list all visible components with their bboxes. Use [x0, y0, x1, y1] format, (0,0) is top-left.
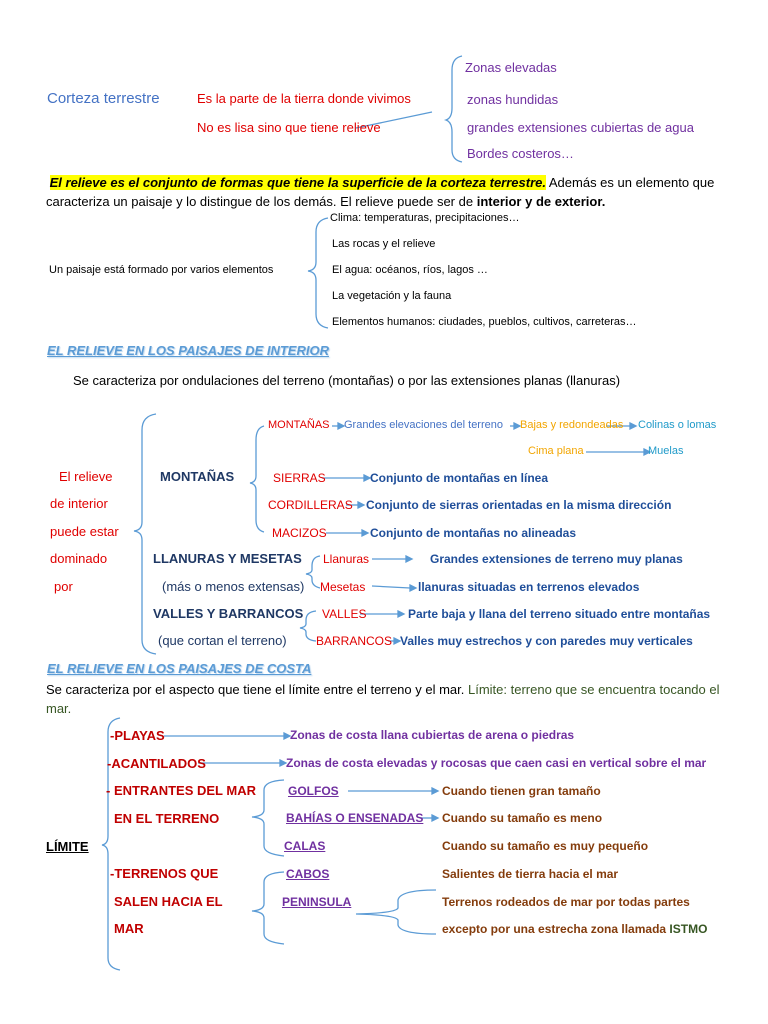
row-label: MACIZOS [272, 526, 327, 540]
row-desc: Conjunto de sierras orientadas en la misma dirección [366, 498, 672, 512]
costa-intro-text: Se caracteriza por el aspecto que tiene el límite entre el terreno y el mar. [46, 682, 465, 697]
interior-mid: VALLES Y BARRANCOS [153, 606, 304, 621]
interior-mid: (que cortan el terreno) [158, 633, 287, 648]
saliente-item: CABOS [286, 867, 330, 881]
limite-label: LÍMITE [46, 839, 89, 854]
interior-mid: MONTAÑAS [160, 469, 235, 484]
montanas-type1-name: Colinas o lomas [638, 419, 717, 431]
entrante-desc: Cuando tienen gran tamaño [442, 784, 601, 798]
acantilados-label: -ACANTILADOS [107, 756, 206, 771]
paisaje-item: Las rocas y el relieve [332, 238, 436, 250]
acantilados-desc: Zonas de costa elevadas y rocosas que caen casi en vertical sobre el mar [286, 756, 707, 770]
entrante-desc: Cuando su tamaño es muy pequeño [442, 839, 649, 853]
interior-left: por [54, 579, 73, 594]
row-desc: Conjunto de montañas no alineadas [370, 526, 577, 540]
row-label: SIERRAS [273, 471, 326, 485]
relieve-text: Además es un elemento que caracteriza un paisaje y lo distingue de los demás. El relieve puede ser de [46, 175, 715, 209]
row-label: Llanuras [323, 552, 370, 566]
montanas-label: MONTAÑAS [268, 419, 330, 431]
relieve-definition: El relieve es el conjunto de formas que tiene la superficie de la corteza terrestre. [49, 175, 546, 190]
entrante-desc: Cuando su tamaño es meno [442, 811, 603, 825]
row-desc: Grandes extensiones de terreno muy planas [430, 552, 683, 566]
entrante-item: GOLFOS [288, 784, 339, 798]
entrantes-label: EN EL TERRENO [114, 811, 220, 826]
row-desc: Parte baja y llana del terreno situado entre montañas [408, 607, 711, 621]
row-label: Mesetas [320, 580, 366, 594]
montanas-type1: Bajas y redondeadas [520, 419, 624, 431]
entrantes-label: - ENTRANTES DEL MAR [106, 783, 256, 798]
interior-heading: EL RELIEVE EN LOS PAISAJES DE INTERIOR [47, 343, 329, 358]
costa-heading: EL RELIEVE EN LOS PAISAJES DE COSTA [47, 661, 312, 676]
interior-left: dominado [50, 551, 108, 566]
playas-label: -PLAYAS [110, 728, 165, 743]
relieve-bold: interior y de exterior. [476, 194, 606, 209]
row-desc: Valles muy estrechos y con paredes muy verticales [400, 634, 693, 648]
feature-item: zonas hundidas [467, 92, 559, 107]
paisaje-item: Clima: temperaturas, precipitaciones… [330, 212, 520, 224]
row-label: CORDILLERAS [268, 498, 353, 512]
paisaje-label: Un paisaje está formado por varios elementos [49, 264, 274, 276]
paisaje-item: El agua: océanos, ríos, lagos … [332, 264, 488, 276]
salientes-label: MAR [114, 921, 144, 936]
montanas-type2: Cima plana [528, 445, 584, 457]
relieve-paragraph [46, 173, 726, 211]
saliente-item: PENINSULA [282, 895, 352, 909]
peninsula-desc-text: excepto por una estrecha zona llamada [442, 922, 670, 936]
entrante-item: CALAS [284, 839, 326, 853]
row-desc: Conjunto de montañas en línea [370, 471, 549, 485]
intro-def2: No es lisa sino que tiene relieve [197, 120, 381, 135]
paisaje-item: Elementos humanos: ciudades, pueblos, cultivos, carreteras… [332, 316, 637, 328]
peninsula-desc [442, 923, 707, 935]
salientes-label: -TERRENOS QUE [110, 866, 219, 881]
costa-limite-def: Límite: terreno que se encuentra tocando el mar. [46, 682, 720, 716]
montanas-desc: Grandes elevaciones del terreno [344, 419, 503, 431]
playas-desc: Zonas de costa llana cubiertas de arena o piedras [290, 728, 575, 742]
interior-intro: Se caracteriza por ondulaciones del terreno (montañas) o por las extensiones planas (llanuras) [73, 373, 621, 388]
interior-left: de interior [50, 496, 108, 511]
istmo-label: ISTMO [669, 922, 708, 936]
entrante-item: BAHÍAS O ENSENADAS [286, 811, 424, 825]
interior-mid: LLANURAS Y MESETAS [153, 551, 302, 566]
row-label: BARRANCOS [316, 634, 393, 648]
costa-intro [46, 680, 726, 718]
intro-def1: Es la parte de la tierra donde vivimos [197, 91, 411, 106]
salientes-label: SALEN HACIA EL [114, 894, 223, 909]
row-label: VALLES [322, 607, 367, 621]
saliente-desc: Terrenos rodeados de mar por todas partes [442, 895, 690, 909]
interior-left: El relieve [59, 469, 113, 484]
feature-item: Bordes costeros… [467, 146, 574, 161]
intro-title: Corteza terrestre [47, 90, 160, 107]
paisaje-item: La vegetación y la fauna [332, 290, 452, 302]
feature-item: Zonas elevadas [465, 60, 557, 75]
montanas-type2-name: Muelas [648, 445, 684, 457]
interior-mid: (más o menos extensas) [162, 579, 305, 594]
interior-left: puede estar [50, 524, 119, 539]
row-desc: llanuras situadas en terrenos elevados [418, 580, 640, 594]
feature-item: grandes extensiones cubiertas de agua [467, 120, 694, 135]
saliente-desc: Salientes de tierra hacia el mar [442, 867, 619, 881]
